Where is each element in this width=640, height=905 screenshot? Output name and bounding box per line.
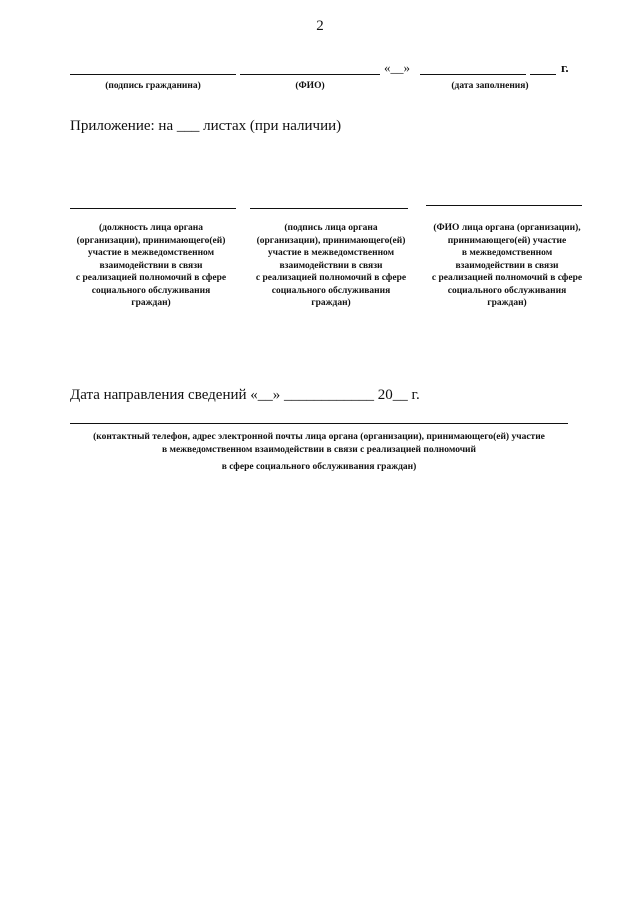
caption-line: (организации), принимающего(ей) <box>76 235 226 246</box>
caption-line: социального обслуживания <box>271 285 391 296</box>
year-suffix: г. <box>561 60 569 75</box>
caption-line: взаимодействии в связи <box>279 260 383 271</box>
caption-line: граждан) <box>131 298 171 308</box>
caption-line: взаимодействии в связи <box>455 260 559 271</box>
caption-citizen-fio: (ФИО) <box>295 81 325 91</box>
caption-line: участие в межведомственном <box>87 248 215 258</box>
citizen-signature-line <box>70 74 236 75</box>
caption-line: с реализацией полномочий в сфере <box>75 273 227 283</box>
caption-line: взаимодействии в связи <box>99 260 203 271</box>
date-quote-marks: «__» <box>384 60 410 75</box>
official-signature-caption <box>238 222 424 310</box>
caption-line: с реализацией полномочий в сфере <box>431 273 583 283</box>
caption-line: (организации), принимающего(ей) <box>256 235 406 246</box>
official-fio-caption <box>414 222 600 310</box>
caption-line: (ФИО лица органа (организации), <box>433 223 581 233</box>
caption-line: социального обслуживания <box>447 285 567 296</box>
contact-caption-line-3: в сфере социального обслуживания граждан) <box>221 462 417 472</box>
caption-line: граждан) <box>487 298 527 308</box>
caption-line: социального обслуживания <box>91 285 211 296</box>
caption-line: участие в межведомственном <box>267 248 395 258</box>
fill-date-line <box>420 74 526 75</box>
citizen-fio-line <box>240 74 380 75</box>
appendix-text: Приложение: на ___ листах (при наличии) <box>70 118 342 134</box>
caption-line: с реализацией полномочий в сфере <box>255 273 407 283</box>
caption-citizen-signature: (подпись гражданина) <box>105 81 201 91</box>
official-position-caption <box>58 222 244 310</box>
caption-line: принимающего(ей) участие <box>447 235 567 246</box>
contact-caption-line-2: в межведомственном взаимодействии в связи с реализацией полномочий <box>161 445 477 455</box>
official-signature-line <box>250 208 408 209</box>
caption-line: в межведомственном <box>461 248 553 258</box>
contact-caption <box>70 431 568 474</box>
send-date-text: Дата направления сведений «__» ____________ 20__ г. <box>70 387 420 403</box>
page-number: 2 <box>316 18 324 34</box>
contact-caption-line-1: (контактный телефон, адрес электронной почты лица органа (организации), принимающего(ей) участие <box>93 432 545 442</box>
caption-line: (подпись лица органа <box>284 223 378 233</box>
caption-line: (должность лица органа <box>98 223 204 233</box>
official-position-line <box>70 208 236 209</box>
official-fio-line <box>426 205 582 206</box>
contact-line <box>70 423 568 424</box>
caption-fill-date: (дата заполнения) <box>451 81 529 91</box>
fill-date-line-2 <box>530 74 556 75</box>
caption-line: граждан) <box>311 298 351 308</box>
